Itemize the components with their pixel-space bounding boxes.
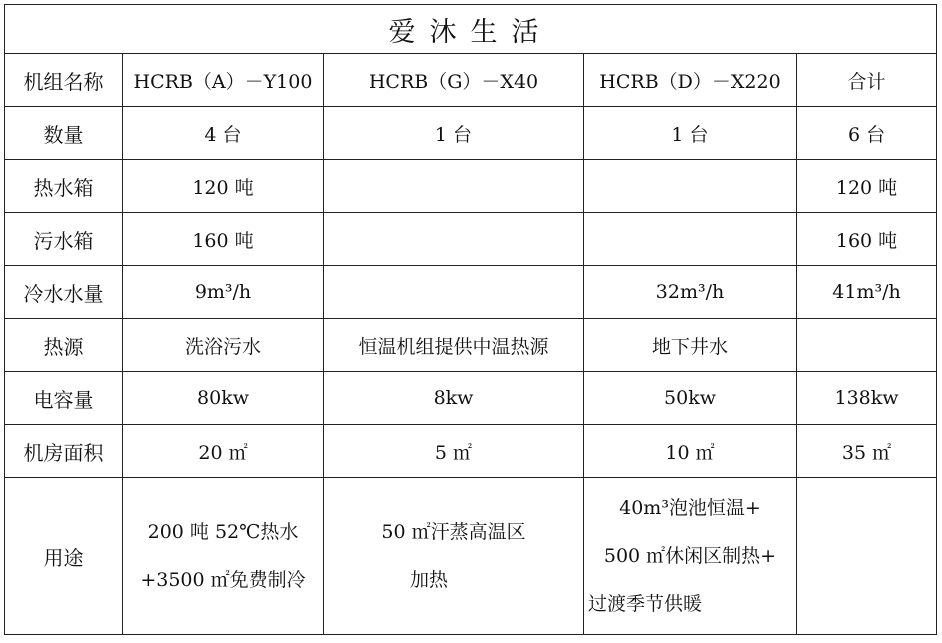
column-header: HCRB（G）－X40 xyxy=(324,54,584,107)
table-title: 爱沐生活 xyxy=(5,5,937,54)
table-cell xyxy=(324,213,584,266)
header-row xyxy=(5,54,937,107)
table-cell: 10 ㎡ xyxy=(584,425,797,478)
table-cell xyxy=(324,160,584,213)
table-row xyxy=(5,319,937,372)
usage-line: 200 吨 52℃热水 xyxy=(147,521,299,543)
table-row xyxy=(5,425,937,478)
row-label: 冷水水量 xyxy=(5,266,123,319)
table-cell: 50kw xyxy=(584,372,797,425)
column-header: HCRB（D）－X220 xyxy=(584,54,797,107)
row-label: 污水箱 xyxy=(5,213,123,266)
table-cell: 120 吨 xyxy=(123,160,324,213)
usage-cell xyxy=(324,478,584,635)
table-cell: 1 台 xyxy=(584,107,797,160)
table-cell: 洗浴污水 xyxy=(123,319,324,372)
usage-line: 50 ㎡汗蒸高温区 xyxy=(381,521,526,543)
table-row xyxy=(5,266,937,319)
table-cell xyxy=(797,478,937,635)
row-label: 热源 xyxy=(5,319,123,372)
table-cell: 4 台 xyxy=(123,107,324,160)
row-label: 机房面积 xyxy=(5,425,123,478)
table-cell: 32m³/h xyxy=(584,266,797,319)
table-cell: 41m³/h xyxy=(797,266,937,319)
table-row xyxy=(5,372,937,425)
table-cell xyxy=(584,213,797,266)
row-label: 电容量 xyxy=(5,372,123,425)
table-cell: 160 吨 xyxy=(797,213,937,266)
table-cell: 6 台 xyxy=(797,107,937,160)
row-label: 机组名称 xyxy=(5,54,123,107)
table-cell: 120 吨 xyxy=(797,160,937,213)
usage-row xyxy=(5,478,937,635)
column-header: HCRB（A）－Y100 xyxy=(123,54,324,107)
table-cell: 1 台 xyxy=(324,107,584,160)
usage-line: 500 ㎡休闲区制热+ xyxy=(603,545,777,567)
usage-cell xyxy=(123,478,324,635)
usage-line: +3500 ㎡免费制冷 xyxy=(140,569,306,591)
row-label: 用途 xyxy=(5,478,123,635)
column-header: 合计 xyxy=(797,54,937,107)
usage-line: 加热 xyxy=(410,569,449,591)
table-row xyxy=(5,107,937,160)
usage-line: 40m³泡池恒温+ xyxy=(619,497,761,519)
table-cell xyxy=(584,160,797,213)
table-cell: 138kw xyxy=(797,372,937,425)
table-row xyxy=(5,213,937,266)
table-cell xyxy=(324,266,584,319)
table-cell: 恒温机组提供中温热源 xyxy=(324,319,584,372)
usage-line: 过渡季节供暖 xyxy=(588,593,703,615)
table-cell: 9m³/h xyxy=(123,266,324,319)
table-cell: 20 ㎡ xyxy=(123,425,324,478)
table-cell xyxy=(797,319,937,372)
table-cell: 160 吨 xyxy=(123,213,324,266)
row-label: 热水箱 xyxy=(5,160,123,213)
table-row xyxy=(5,160,937,213)
usage-cell xyxy=(584,478,797,635)
table-cell: 5 ㎡ xyxy=(324,425,584,478)
equipment-table xyxy=(4,4,937,635)
table-cell: 8kw xyxy=(324,372,584,425)
table-cell: 35 ㎡ xyxy=(797,425,937,478)
row-label: 数量 xyxy=(5,107,123,160)
table-cell: 地下井水 xyxy=(584,319,797,372)
table-cell: 80kw xyxy=(123,372,324,425)
